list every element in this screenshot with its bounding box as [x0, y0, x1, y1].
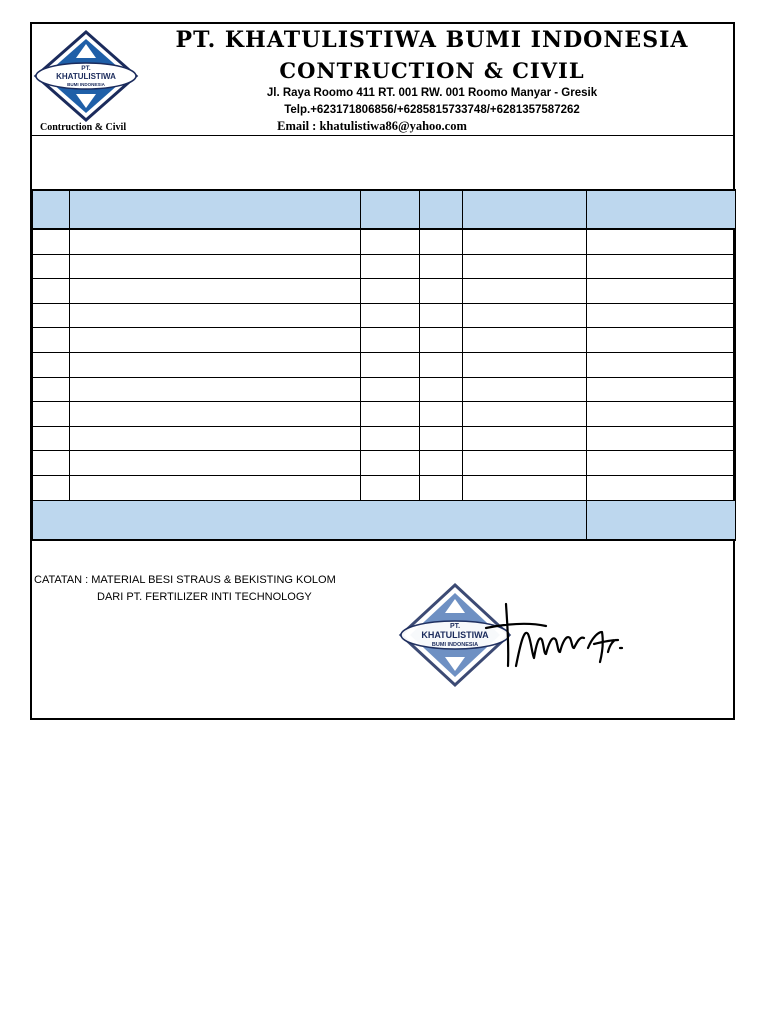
- table-row: [33, 229, 736, 254]
- cell-price: [463, 402, 587, 427]
- cell-amount: [587, 303, 736, 328]
- cell-no: [33, 451, 70, 476]
- cell-unit: [420, 303, 463, 328]
- cell-no: [33, 402, 70, 427]
- cell-no: [33, 352, 70, 377]
- cell-qty: [361, 451, 420, 476]
- table-header-row: [33, 190, 736, 229]
- cell-description: [70, 402, 361, 427]
- total-value-cell: [587, 500, 736, 540]
- delivery-note-sheet: [30, 22, 735, 720]
- cell-amount: [587, 352, 736, 377]
- header-cell-unit: [420, 190, 463, 229]
- company-email: Email : khatulistiwa86@yahoo.com: [277, 119, 467, 133]
- cell-description: [70, 254, 361, 279]
- cell-qty: [361, 229, 420, 254]
- cell-qty: [361, 377, 420, 402]
- cell-description: [70, 328, 361, 353]
- table-body: [33, 229, 736, 500]
- company-name: PT. KHATULISTIWA BUMI INDONESIA: [175, 27, 689, 53]
- cell-unit: [420, 426, 463, 451]
- stamp-text-line1: PT.: [449, 623, 461, 630]
- cell-unit: [420, 352, 463, 377]
- cell-unit: [420, 254, 463, 279]
- cell-price: [463, 377, 587, 402]
- table-row: [33, 328, 736, 353]
- items-table: [32, 189, 736, 541]
- total-label-cell: [33, 500, 587, 540]
- company-phone: Telp.+623171806856/+6285815733748/+6281357587262: [284, 104, 580, 116]
- cell-price: [463, 451, 587, 476]
- cell-amount: [587, 328, 736, 353]
- signature-icon: [476, 596, 626, 676]
- header-cell-amount: [587, 190, 736, 229]
- cell-unit: [420, 328, 463, 353]
- table-total-row: [33, 500, 736, 540]
- notes-line-2: DARI PT. FERTILIZER INTI TECHNOLOGY: [97, 591, 312, 603]
- cell-no: [33, 303, 70, 328]
- cell-no: [33, 254, 70, 279]
- cell-qty: [361, 279, 420, 304]
- cell-amount: [587, 254, 736, 279]
- cell-unit: [420, 377, 463, 402]
- cell-no: [33, 426, 70, 451]
- notes-line-1: CATATAN : MATERIAL BESI STRAUS & BEKISTING KOLOM: [34, 574, 336, 586]
- cell-unit: [420, 279, 463, 304]
- stamp-text-line3: BUMI INDONESIA: [431, 642, 479, 648]
- cell-qty: [361, 254, 420, 279]
- stamp-text-line2: KHATULISTIWA: [421, 630, 489, 640]
- logo-text-line2: KHATULISTIWA: [56, 72, 116, 81]
- cell-no: [33, 377, 70, 402]
- cell-description: [70, 426, 361, 451]
- cell-unit: [420, 475, 463, 500]
- cell-description: [70, 377, 361, 402]
- table-row: [33, 254, 736, 279]
- table-row: [33, 377, 736, 402]
- cell-price: [463, 352, 587, 377]
- cell-amount: [587, 426, 736, 451]
- cell-no: [33, 229, 70, 254]
- logo-text-line3: BUMI INDONESIA: [67, 82, 105, 87]
- cell-no: [33, 328, 70, 353]
- cell-amount: [587, 229, 736, 254]
- cell-description: [70, 451, 361, 476]
- cell-qty: [361, 328, 420, 353]
- cell-price: [463, 229, 587, 254]
- cell-price: [463, 303, 587, 328]
- cell-amount: [587, 279, 736, 304]
- company-division: CONTRUCTION & CIVIL: [279, 58, 585, 83]
- notes: [34, 572, 336, 606]
- cell-description: [70, 475, 361, 500]
- cell-unit: [420, 451, 463, 476]
- cell-amount: [587, 402, 736, 427]
- letterhead: [32, 24, 733, 136]
- cell-unit: [420, 402, 463, 427]
- logo-tagline: Contruction & Civil: [40, 122, 127, 133]
- cell-qty: [361, 402, 420, 427]
- cell-no: [33, 279, 70, 304]
- header-cell-price: [463, 190, 587, 229]
- header-cell-description: [70, 190, 361, 229]
- company-logo-icon: [32, 28, 140, 124]
- cell-amount: [587, 451, 736, 476]
- cell-description: [70, 229, 361, 254]
- cell-price: [463, 328, 587, 353]
- table-row: [33, 303, 736, 328]
- cell-qty: [361, 352, 420, 377]
- cell-amount: [587, 475, 736, 500]
- logo-text-line1: PT.: [81, 65, 91, 72]
- cell-qty: [361, 303, 420, 328]
- table-row: [33, 475, 736, 500]
- cell-qty: [361, 475, 420, 500]
- cell-price: [463, 426, 587, 451]
- table-row: [33, 402, 736, 427]
- header-cell-qty: [361, 190, 420, 229]
- cell-price: [463, 279, 587, 304]
- cell-no: [33, 475, 70, 500]
- cell-qty: [361, 426, 420, 451]
- cell-description: [70, 352, 361, 377]
- cell-description: [70, 279, 361, 304]
- cell-description: [70, 303, 361, 328]
- table-row: [33, 426, 736, 451]
- header-cell-no: [33, 190, 70, 229]
- table-row: [33, 352, 736, 377]
- company-address: Jl. Raya Roomo 411 RT. 001 RW. 001 Roomo Manyar - Gresik: [266, 87, 598, 99]
- table-row: [33, 279, 736, 304]
- cell-price: [463, 475, 587, 500]
- cell-unit: [420, 229, 463, 254]
- cell-price: [463, 254, 587, 279]
- cell-amount: [587, 377, 736, 402]
- table-row: [33, 451, 736, 476]
